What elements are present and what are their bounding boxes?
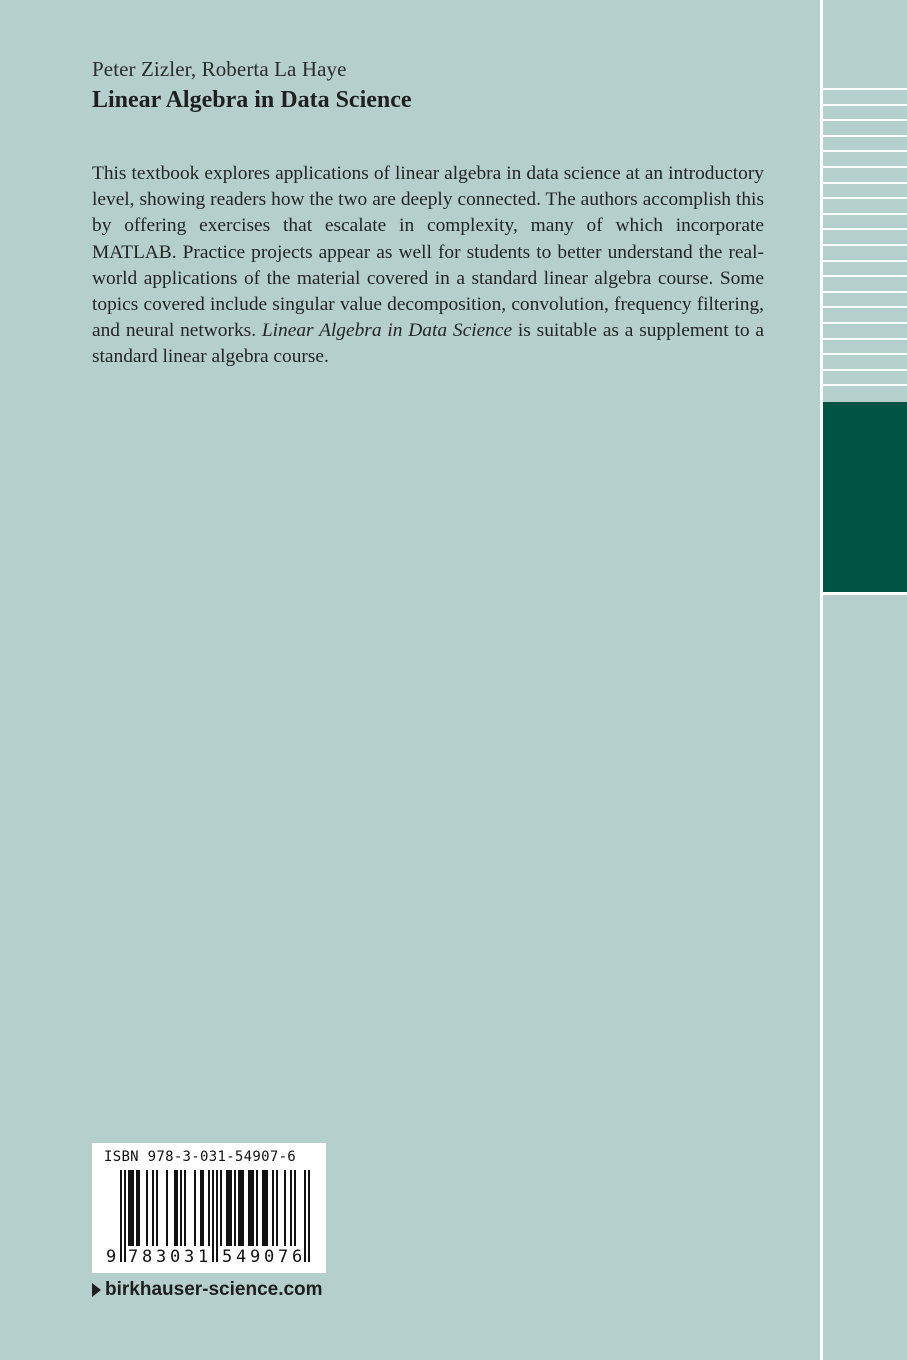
blurb-text-1: This textbook explores applications of linear algebra in data science at an introductory level, showing readers how the two are deeply connected. The authors accomplish this by offering exercises that escalate in complexity, many of which incorporate MATLAB. Practice projects appear as well for students to better understand the real-world applications of the material covered in a standard linear algebra course. Some topics covered include singular value decomposition, convolution, frequency filtering, and neural networks. <box>92 163 764 342</box>
stripe <box>823 260 907 262</box>
barcode-digit: 0 <box>170 1247 181 1267</box>
barcode-digit: 9 <box>250 1247 261 1267</box>
barcode-digit: 1 <box>198 1247 209 1267</box>
stripe <box>823 135 907 137</box>
stripe <box>823 369 907 371</box>
barcode-digit: 0 <box>264 1247 275 1267</box>
stripe <box>823 166 907 168</box>
stripe <box>823 306 907 308</box>
isbn-barcode <box>92 1143 326 1273</box>
stripe <box>823 88 907 90</box>
barcode-digit: 4 <box>236 1247 247 1267</box>
stripe <box>823 338 907 340</box>
stripe <box>823 119 907 121</box>
stripe <box>823 228 907 230</box>
isbn-label: ISBN 978-3-031-54907-6 <box>104 1149 297 1165</box>
authors: Peter Zizler, Roberta La Haye <box>92 57 347 81</box>
arrow-right-icon <box>92 1283 101 1297</box>
blurb-text-2: is suitable as a supplement to a standard linear algebra course. <box>92 320 764 368</box>
decorative-stripes <box>823 88 907 400</box>
stripe <box>823 275 907 277</box>
stripe <box>823 213 907 215</box>
accent-block-divider <box>823 592 907 595</box>
stripe <box>823 104 907 106</box>
barcode-digit: 8 <box>142 1247 153 1267</box>
stripe <box>823 353 907 355</box>
barcode-digit: 6 <box>292 1247 303 1267</box>
barcode-digit: 3 <box>184 1247 195 1267</box>
publisher-url: birkhauser-science.com <box>105 1279 323 1300</box>
blurb-italic-title: Linear Algebra in Data Science <box>261 320 513 342</box>
stripe <box>823 244 907 246</box>
barcode-digit: 7 <box>278 1247 289 1267</box>
stripe <box>823 322 907 324</box>
book-title: Linear Algebra in Data Science <box>92 87 412 113</box>
stripe <box>823 291 907 293</box>
accent-green-block <box>823 402 907 592</box>
barcode-digit: 3 <box>156 1247 167 1267</box>
stripe <box>823 182 907 184</box>
stripe <box>823 150 907 152</box>
barcode-digit: 9 <box>106 1247 117 1267</box>
blurb <box>92 161 764 371</box>
stripe <box>823 384 907 386</box>
barcode-digits <box>92 1143 326 1273</box>
barcode-digit: 5 <box>222 1247 233 1267</box>
stripe <box>823 197 907 199</box>
barcode-digit: 7 <box>128 1247 139 1267</box>
publisher-link[interactable] <box>92 1279 323 1301</box>
